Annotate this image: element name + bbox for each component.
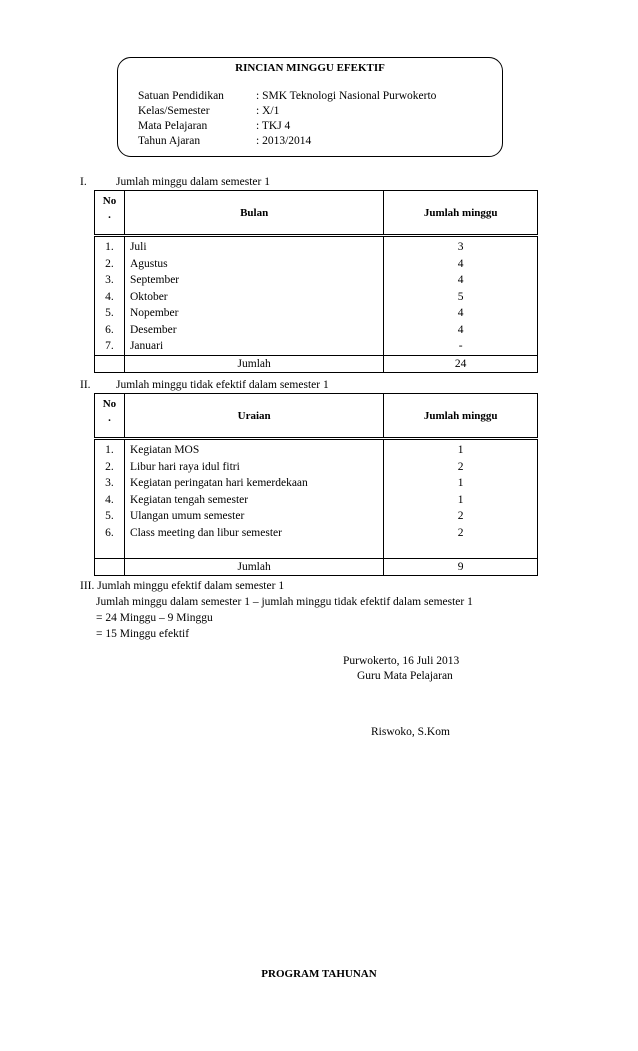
row-no: 1. [95,236,125,256]
row-no: 3. [95,272,125,289]
row-name: Class meeting dan libur semester [124,525,383,542]
row-no: 5. [95,305,125,322]
row-count: 2 [384,508,538,525]
row-count: - [384,338,538,355]
section-title: Jumlah minggu dalam semester 1 [116,176,270,188]
row-no: 1. [95,439,125,459]
total-label: Jumlah [124,558,383,576]
total-value: 9 [384,558,538,576]
row-no: 4. [95,289,125,306]
table-row [95,305,538,322]
row-count: 2 [384,525,538,542]
row-count: 4 [384,272,538,289]
section-number: I. [80,176,87,188]
row-count: 1 [384,475,538,492]
col-header-bulan: Bulan [124,191,383,236]
row-count: 5 [384,289,538,306]
row-name: Juli [124,236,383,256]
row-count: 1 [384,492,538,509]
spacer-cell [384,541,538,558]
document-title: RINCIAN MINGGU EFEKTIF [235,62,385,74]
table-header-row [95,394,538,439]
section-title: Jumlah minggu tidak efektif dalam semester 1 [116,379,329,391]
section-3-line-1: Jumlah minggu dalam semester 1 – jumlah minggu tidak efektif dalam semester 1 [96,596,473,608]
table-header-row [95,191,538,236]
row-name: Agustus [124,256,383,273]
section-3-heading: III. Jumlah minggu efektif dalam semester 1 [80,580,285,592]
info-value: : TKJ 4 [256,120,291,132]
info-label: Mata Pelajaran [138,120,208,132]
row-name: Nopember [124,305,383,322]
spacer-cell [95,541,125,558]
col-header-no: No . [95,191,125,236]
row-no: 4. [95,492,125,509]
footer-title: PROGRAM TAHUNAN [261,968,377,980]
row-name: Oktober [124,289,383,306]
row-count: 4 [384,322,538,339]
section-number: II. [80,379,91,391]
info-label: Tahun Ajaran [138,135,201,147]
row-name: Kegiatan MOS [124,439,383,459]
col-header-no: No . [95,394,125,439]
row-no: 2. [95,459,125,476]
table-weeks-in-semester [94,190,538,373]
table-row [95,459,538,476]
table-row [95,289,538,306]
info-value: : 2013/2014 [256,135,312,147]
section-3-line-2: = 24 Minggu – 9 Minggu [96,612,213,624]
col-header-jumlah-minggu: Jumlah minggu [384,191,538,236]
row-no: 7. [95,338,125,355]
info-value: : X/1 [256,105,280,117]
total-label: Jumlah [124,355,383,373]
table-row [95,508,538,525]
table-row [95,525,538,542]
section-3-line-3: = 15 Minggu efektif [96,628,190,640]
table-row [95,439,538,459]
row-name: Ulangan umum semester [124,508,383,525]
table-spacer-row [95,541,538,558]
row-no: 6. [95,525,125,542]
total-empty-cell [95,558,125,576]
table-row [95,475,538,492]
row-count: 4 [384,305,538,322]
info-label: Kelas/Semester [138,105,210,117]
row-count: 4 [384,256,538,273]
row-no: 3. [95,475,125,492]
signature-place-date: Purwokerto, 16 Juli 2013 [343,655,460,667]
row-no: 5. [95,508,125,525]
table-non-effective-weeks [94,393,538,576]
row-count: 2 [384,459,538,476]
spacer-cell [124,541,383,558]
col-header-jumlah-minggu: Jumlah minggu [384,394,538,439]
table-row [95,236,538,256]
row-count: 3 [384,236,538,256]
table-row [95,256,538,273]
row-count: 1 [384,439,538,459]
table-total-row [95,558,538,576]
info-label: Satuan Pendidikan [138,90,224,102]
info-value: : SMK Teknologi Nasional Purwokerto [256,90,437,102]
row-name: Libur hari raya idul fitri [124,459,383,476]
row-no: 6. [95,322,125,339]
table-row [95,492,538,509]
table-total-row [95,355,538,373]
row-no: 2. [95,256,125,273]
total-empty-cell [95,355,125,373]
row-name: Kegiatan tengah semester [124,492,383,509]
row-name: September [124,272,383,289]
total-value: 24 [384,355,538,373]
col-header-uraian: Uraian [124,394,383,439]
table-row [95,338,538,355]
table-row [95,272,538,289]
signature-role: Guru Mata Pelajaran [357,670,453,682]
row-name: Desember [124,322,383,339]
row-name: Kegiatan peringatan hari kemerdekaan [124,475,383,492]
signature-name: Riswoko, S.Kom [371,726,450,738]
table-row [95,322,538,339]
row-name: Januari [124,338,383,355]
